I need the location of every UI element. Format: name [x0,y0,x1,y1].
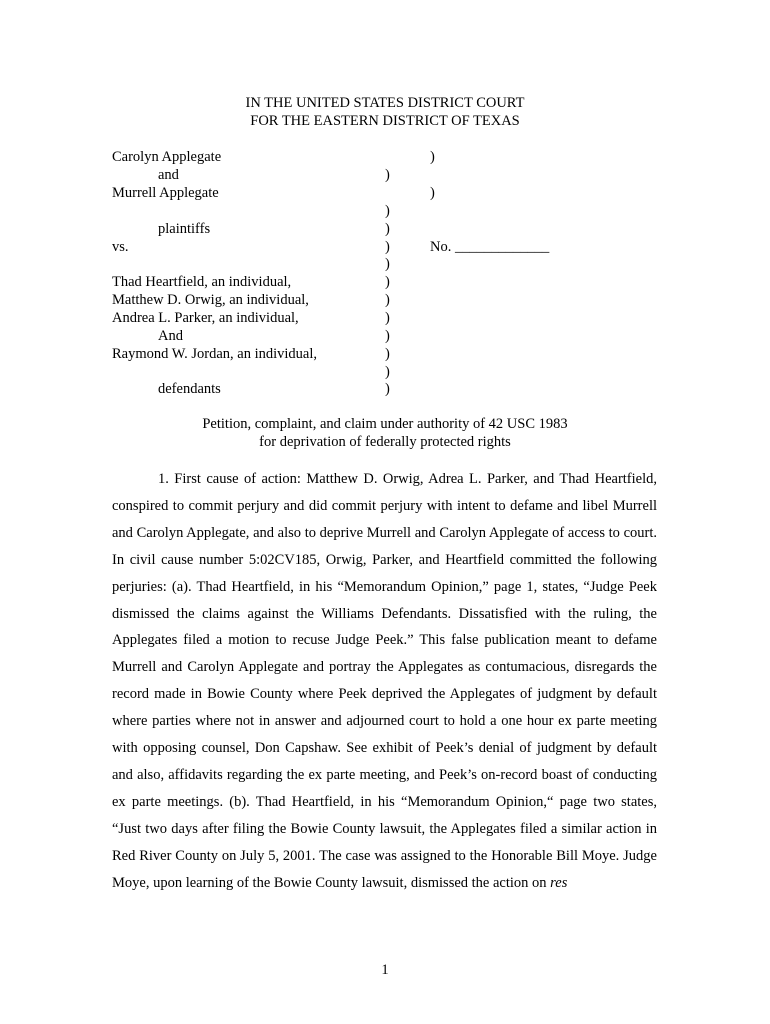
page-number: 1 [381,962,389,978]
defendant-jordan: Raymond W. Jordan, an individual, [112,346,317,362]
caption-paren: ) [385,203,390,219]
paragraph-1-italic: res [550,874,568,891]
plaintiff-carolyn: Carolyn Applegate [112,149,222,165]
petition-title-line2: for deprivation of federally protected rights [259,434,511,450]
caption-paren: ) [385,274,390,290]
caption-paren: ) [385,239,390,255]
plaintiff-murrell: Murrell Applegate [112,185,219,201]
caption-and-2: And [158,328,183,344]
body-text [112,466,657,897]
caption-paren: ) [385,167,390,183]
defendant-orwig: Matthew D. Orwig, an individual, [112,292,309,308]
caption-paren: ) [385,364,390,380]
defendants-label: defendants [158,381,221,397]
paragraph-1-text: 1. First cause of action: Matthew D. Orwig, Adrea L. Parker, and Thad Heartfield, conspired to commit perjury and did commit perjury with intent to defame and libel Murrell and Carolyn Applegate, and also to deprive Murrell and Carolyn Applegate of access to court. In civil cause number 5:02CV185, Orwig, Parker, and Heartfield committed the following perjuries: (a). Thad Heartfield, in his “Memorandum Opinion,” page 1, states, “Judge Peek dismissed the claims against the Williams Defendants. Dissatisfied with the ruling, the Applegates filed a motion to recuse Judge Peek.” This false publication meant to defame Murrell and Carolyn Applegate and portray the Applegates as contumacious, disregards the record made in Bowie County where Peek deprived the Applegates of judgment by default where parties where not in answer and adjourned court to hold a one hour ex parte meeting with opposing counsel, Don Capshaw. See exhibit of Peek’s denial of judgment by default and also, affidavits regarding the ex parte meeting, and Peek’s on-record boast of conducting ex parte meetings. (b). Thad Heartfield, in his “Memorandum Opinion,“ page two states, “Just two days after filing the Bowie County lawsuit, the Applegates filed a similar action in Red River County on July 5, 2001. The case was assigned to the Honorable Bill Moye. Judge Moye, upon learning of the Bowie County lawsuit, dismissed the action on [112,471,657,891]
defendant-parker: Andrea L. Parker, an individual, [112,310,299,326]
caption-paren: ) [385,381,390,397]
plaintiffs-label: plaintiffs [158,221,211,237]
caption-paren: ) [385,256,390,272]
caption-and-1: and [158,167,179,183]
caption-paren: ) [385,221,390,237]
caption-paren: ) [385,292,390,308]
case-number-field: No. _____________ [430,239,550,255]
paragraph-1 [112,466,657,897]
court-heading-line2: FOR THE EASTERN DISTRICT OF TEXAS [250,113,520,129]
versus-label: vs. [112,239,129,255]
caption-paren: ) [430,149,435,165]
caption-paren: ) [430,185,435,201]
caption-paren: ) [385,328,390,344]
petition-title-line1: Petition, complaint, and claim under authority of 42 USC 1983 [202,416,568,432]
caption-paren: ) [385,310,390,326]
caption-paren: ) [385,346,390,362]
defendant-heartfield: Thad Heartfield, an individual, [112,274,292,290]
court-heading-line1: IN THE UNITED STATES DISTRICT COURT [245,95,525,111]
